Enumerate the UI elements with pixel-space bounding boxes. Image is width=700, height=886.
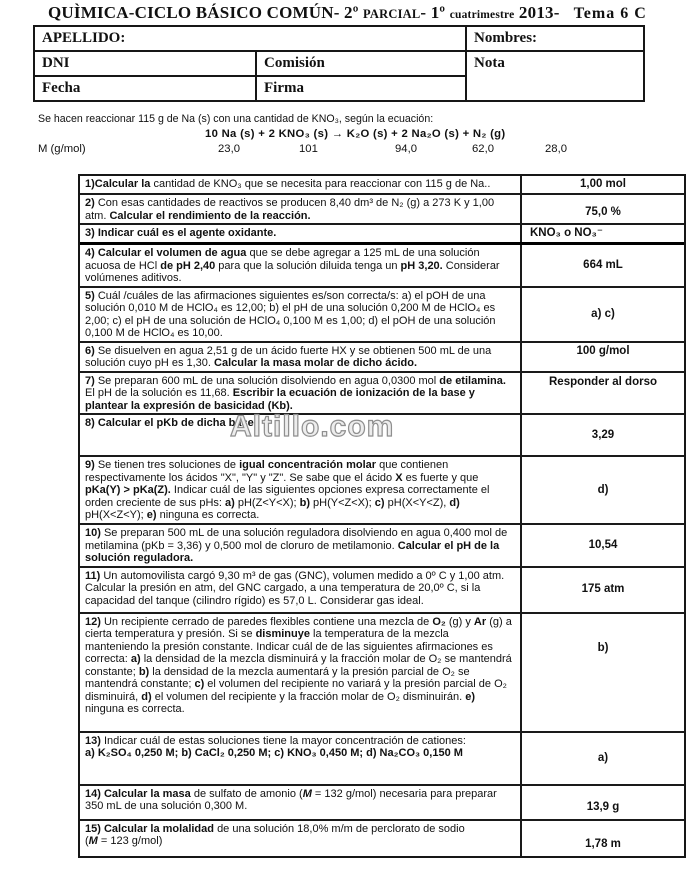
answer-cell-7: Responder al dorso [549,375,657,388]
answer-cell-9: d) [597,483,609,496]
question-text-15: 15) Calcular la molalidad de una solución 18,0% m/m de perclorato de sodio (M = 123 g/mol) [80,821,522,856]
title-cuatrimestre: cuatrimestre [449,9,515,21]
question-text-8: Altillo.com 8) Calcular el pKb de dicha base. [80,415,522,455]
question-text-10: 10) Se preparan 500 mL de una solución reguladora disolviendo en agua 0,400 mol de metilamina (pKb = 3,36) y 0,500 mol de cloruro de metilamonio. Calcular el pH de la solución reguladora. [80,525,522,566]
answer-cell-11: 175 atm [581,583,625,595]
molar-mass-label: M (g/mol) [38,143,86,155]
questions-table [78,174,686,858]
question-row-15 [80,819,684,856]
nota-cell: Nota [465,50,643,100]
molar-mass-value: 101 [299,143,318,155]
question-row-14 [80,784,684,819]
question-text-6: 6) Se disuelven en agua 2,51 g de un ácido fuerte HX y se obtienen 500 mL de una solución cuyo pH es 1,30. Calcular la masa molar de dicho ácido. [80,343,522,371]
dni-cell: DNI [35,50,255,75]
apellido-cell: APELLIDO: [42,30,126,46]
answer-cell-14: 13,9 g [586,800,620,813]
answer-cell-6: 100 g/mol [576,344,630,357]
question-text-4: 4) Calcular el volumen de agua que se debe agregar a 125 mL de una solución acuosa de HCl de pH 2,40 para que la solución diluida tenga un pH 3,20. Considerar volúmenes aditivos. [80,245,522,286]
question-row-2 [80,193,684,223]
question-text-11: 11) Un automovilista cargó 9,30 m³ de gas (GNC), volumen medido a 0º C y 1,00 atm. Calcular la presión en atm, del GNC cargado, a una temperatura de 20,0º C, si la capacidad del tanque (cilindro rígido) es 57,0 L. Considerar gas ideal. [80,568,522,612]
title-parcial: PARCIAL [362,7,421,21]
answer-cell-10: 10,54 [588,538,618,551]
question-text-14: 14) Calcular la masa de sulfato de amonio (M = 132 g/mol) necesaria para preparar 350 mL de una solución 0,300 M. [80,786,522,819]
comision-cell: Comisión [255,50,465,75]
question-text-13: 13) Indicar cuál de estas soluciones tiene la mayor concentración de cationes: a) K₂SO₄ 0,250 M; b) CaCl₂ 0,250 M; c) KNO₃ 0,450 M; d) Na₂CO₃ 0,150 M [80,733,522,784]
title-tema: Tema 6 C [573,5,647,22]
question-row-9 [80,455,684,523]
answer-cell-12: b) [597,641,609,654]
molar-mass-value: 94,0 [395,143,417,155]
title-year: 2013- [514,3,560,22]
answer-cell-13: a) [597,751,609,764]
firma-cell: Firma [255,75,465,100]
reaction-equation: 10 Na (s) + 2 KNO₃ (s) → K₂O (s) + 2 Na₂O (s) + N₂ (g) [205,128,506,140]
question-text-1: 1)Calcular la cantidad de KNO₃ que se necesita para reaccionar con 115 g de Na.. [80,176,522,193]
question-row-11 [80,566,684,612]
title-sep: - 1º [420,3,450,22]
page-title [48,3,700,23]
question-row-5 [80,286,684,341]
molar-mass-value: 28,0 [545,143,567,155]
question-row-8 [80,410,684,455]
question-text-9: 9) Se tienen tres soluciones de igual concentración molar que contienen respectivamente los ácidos "X", "Y" y "Z". Se sabe que el ácido X es fuerte y que pKa(Y) > pKa(Z). Indicar cuál de las siguientes opciones expresa correctamente el orden creciente de sus pHs: a) pH(Z<Y<X); b) pH(Y<Z<X); c) pH(X<Y<Z), d) pH(X<Z<Y); e) ninguna es correcta. [80,457,522,523]
student-info-table [33,25,645,102]
question-row-7 [80,371,684,414]
molar-mass-value: 62,0 [472,143,494,155]
question-text-12: 12) Un recipiente cerrado de paredes flexibles contiene una mezcla de O₂ (g) y Ar (g) a cierta temperatura y presión. Si se disminuye la temperatura de la mezcla manteniendo la presión constante. Indicar cuál de de las siguientes afirmaciones es correcta: a) la densidad de la mezcla disminuirá y la fracción molar de O₂ se mantendrá constante; b) la densidad de la mezcla aumentará y la presión parcial de O₂ se mantendrá constante; c) el volumen del recipiente no variará y la presión parcial de O₂ disminuirá, d) el volumen del recipiente y la fracción molar de O₂ disminuirán. e) ninguna es correcta. [80,614,522,731]
intro-line: Se hacen reaccionar 115 g de Na (s) con una cantidad de KNO₃, según la ecuación: [38,113,434,125]
answer-cell-2: 75,0 % [585,206,621,218]
answer-cell-1: 1,00 mol [579,178,627,190]
question-row-3 [80,223,684,242]
question-row-12 [80,612,684,731]
question-row-1 [80,176,684,193]
molar-mass-value: 23,0 [218,143,240,155]
title-main: QUÌMICA-CICLO BÁSICO COMÚN- 2º [48,3,363,22]
answer-cell-15: 1,78 m [585,837,621,850]
question-text-3: 3) Indicar cuál es el agente oxidante. [80,225,522,242]
question-text-7: 7) Se preparan 600 mL de una solución disolviendo en agua 0,0300 mol de etilamina. El pH de la solución es 11,68. Escribir la ecuación de ionización de la base y plantear la expresión de basicidad (Kb). [80,373,522,414]
fecha-cell: Fecha [35,75,255,100]
answer-cell-4: 664 mL [583,258,623,271]
answer-cell-5: a) c) [591,307,615,320]
nombres-cell: Nombres: [465,27,643,50]
question-row-4 [80,242,684,286]
question-row-10 [80,523,684,566]
question-text-2: 2) Con esas cantidades de reactivos se producen 8,40 dm³ de N₂ (g) a 273 K y 1,00 atm. Calcular el rendimiento de la reacción. [80,195,522,223]
answer-cell-8: 3,29 [591,428,615,441]
altillo-watermark: Altillo.com [230,410,395,443]
question-text-5: 5) Cuál /cuáles de las afirmaciones siguientes es/son correcta/s: a) el pOH de una solución 0,010 M de HClO₄ es 12,00; b) el pH de una solución 0,200 M de HClO₄ es 2,00; c) el pH de una solución de HClO₄ 0,100 M es 1,00; d) el pOH de una solución 0,100 M de HClO₄ es 10,00. [80,288,522,341]
reaction-equation-block [35,128,700,160]
answer-cell-3: KNO₃ o NO₃⁻ [530,227,603,239]
question-row-13 [80,731,684,784]
question-row-6 [80,341,684,371]
